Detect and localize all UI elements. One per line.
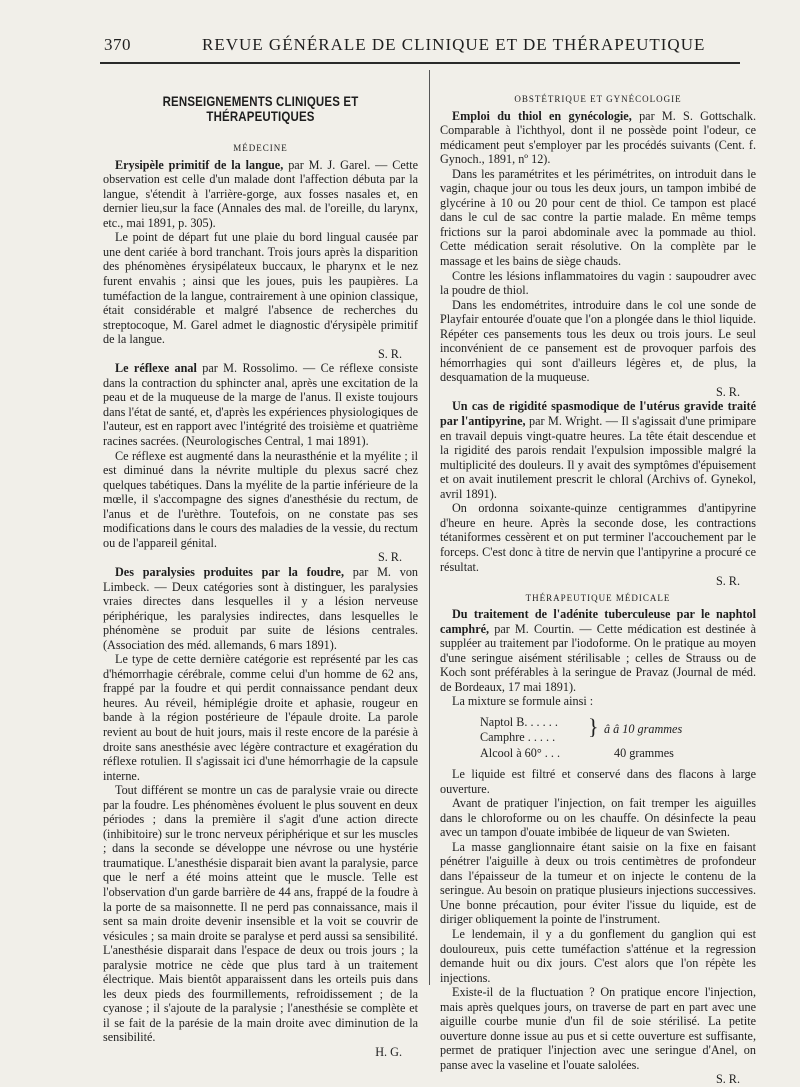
article-text: par M. Rossolimo. — Ce réflexe consiste dans la contraction du sphincter anal, après une excitation de la peau et de la muqueuse de la marge de l'anus. Il existe toujours dans l'état de santé, et, d'après les expériences physiologiques de l'auteur, est en rapport avec l'intégrité des troisième et quatrième racines sacrées. (Neurologisches Central, 1 mai 1891). xyxy=(103,361,418,449)
signature: S. R. xyxy=(715,384,740,399)
article-title: Des paralysies produites par la foudre, xyxy=(115,564,344,579)
left-column xyxy=(103,82,418,1060)
article-paralysies-foudre xyxy=(103,565,418,652)
article-text: par M. Courtin. — Cette médication est destinée à suppléer au traitement par l'iodoforme. On le pratique au moyen d'une seringue aisément stérilisable ; celles de Strauss ou de Koch sont préférables à la seringue de Pravaz (Journal de méd. de Bordeaux, 17 mai 1891). xyxy=(440,621,756,694)
article-erysipele xyxy=(103,158,418,231)
right-column xyxy=(440,90,756,1087)
article-rigidite-uterus xyxy=(440,399,756,501)
paragraph: Dans les endométrites, introduire dans le col une sonde de Playfair entourée d'ouate que l'on a plongée dans le thiol liquide. Répéter ces pansements tous les deux ou trois jours. Le seul inconvénient de ce pansement est de provoquer parfois des hémorrhagies qui sont d'ailleurs légères et, de plus, la desquamation de la muqueuse. xyxy=(440,297,756,385)
paragraph: La masse ganglionnaire étant saisie on la fixe en faisant pénétrer l'aiguille à deux ou trois centimètres de profondeur dans l'épaisseur de la tumeur et on injecte le contenu de la seringue. Au besoin on pratique plusieurs injections successives. Une bonne précaution, pour éviter l'issue du liquide, est de diriger obliquement la pointe de l'instrument. xyxy=(440,839,756,927)
article-title: Erysipèle primitif de la langue, xyxy=(115,157,284,172)
paragraph: Tout différent se montre un cas de paralysie vraie ou directe par la foudre. Les phénomènes évoluent le plus souvent en deux périodes ; dans la première il s'agit d'une action directe (inhibitoire) sur le tronc nerveux périphérique et sur les muscles ; dans la seconde se développe une névrose ou une hystérie traumatique. L'anesthésie disparait bien avant la paralysie, parce que le nerf a été moins atteint que le muscle. Telle est l'observation d'un garde barrière de 44 ans, frappé de la foudre à la porte de sa maisonnette. Il ne perd pas connaissance, mais il sent sa main droite devenir insensible et la voit se couvrir de vésicules ; sa main droite se paralyse et perd aussi sa sensibilité. L'anesthésie disparait dans l'espace de deux ou trois jours ; la paralysie motrice ne cède que plus tard à un traitement électrique. Mais bientôt apparaissent dans les orteils puis dans les deux pieds des fourmillements, refroidissement ; de la cyanose ; il s'ajoute de la paralysie ; l'anesthésie se complète et il se fait de la parésie de la main droite avec diminution de la sensibilité. xyxy=(103,783,418,1045)
paragraph: Le lendemain, il y a du gonflement du ganglion qui est douloureux, puis cette tuméfaction s'atténue et la regression demande huit ou dix jours. C'est alors que l'on répète les injections. xyxy=(440,926,756,985)
article-text: par M. Wright. — Il s'agissait d'une primipare en travail depuis vingt-quatre heures. La tête était descendue et la rigidité des parois rendait l'expulsion impossible malgré la multiplicité des douleurs. Il y avait des symptômes d'épuisement et on avait inutilement prescrit le chloral (Archivs of. Gynekol, avril 1891). xyxy=(440,414,757,501)
formula-line: Alcool à 60° . . . xyxy=(480,745,561,760)
paragraph: Le type de cette dernière catégorie est représenté par les cas d'hémorrhagie cérébrale, comme celui d'un homme de 62 ans, frappé par la foudre et qui perdit connaissance pendant deux heures. Au réveil, hémiplégie droite et aphasie, rougeur en bande à la région postérieure de l'épaule droite. La parole revient au bout de huit jours, mais il reste encore de la parésie à droite sans anesthésie avec légère contracture et exagération du réflexe rotulien. Il s'agissait ici d'une hémorrhagie de la capsule interne. xyxy=(103,652,418,783)
section-heading-medecine: MÉDECINE xyxy=(233,143,288,154)
article-text: par M. von Limbeck. — Deux catégories sont à distinguer, les paralysies vraies directes dans lesquelles il y a lésion nerveuse périphérique, les paralysies indirectes, dans lesquelles le phénomène se produit par suite de lésions centrales. (Association des méd. allemands, 6 mars 1891). xyxy=(103,564,419,652)
running-title: REVUE GÉNÉRALE DE CLINIQUE ET DE THÉRAPEUTIQUE xyxy=(202,35,706,54)
paragraph: Ce réflexe est augmenté dans la neurasthénie et la myélite ; il est diminué dans la névrite multiple du plexus sacré chez quelques tabétiques. Dans la myélite de la partie inférieure de la mœlle, il s'accompagne des signes d'anesthésie du rectum, de l'anus et de l'urèthre. Toutefois, on ne constate pas ses modifications dans le cours des maladies de la vessie, du rectum ou de l'appareil génital. xyxy=(103,448,418,550)
column-divider xyxy=(429,70,430,985)
signature: H. G. xyxy=(375,1045,402,1059)
paragraph: Le point de départ fut une plaie du bord lingual causée par une dent cariée à bord tranchant. Trois jours après la disparition des phénomènes érysipélateux buccaux, le pharynx et le nez furent envahis ; ainsi que les joues, puis les paupières. La tuméfaction de la langue, contrairement à une opinion classique, était considérable et malgré l'absence de recherches du streptocoque, M. Garel admet le diagnostic d'érysipèle primitif de la langue. xyxy=(103,230,418,347)
article-title: Le réflexe anal xyxy=(115,361,197,376)
formula-line: Camphre . . . . . xyxy=(480,729,556,744)
formula-dose: 40 grammes xyxy=(614,745,674,760)
signature: S. R. xyxy=(377,346,402,361)
article-title: Emploi du thiol en gynécologie, xyxy=(452,108,632,123)
paragraph: La mixture se formule ainsi : xyxy=(452,694,594,709)
article-text: par M. J. Garel. — Cette observation est celle d'un malade dont l'affection débuta par la langue, s'étendit à l'arrière-gorge, aux fosses nasales et, en dernier lieu,sur la face (Annales des mal. de l'oreille, du larynx, etc., mai 1891, p. 305). xyxy=(103,157,418,230)
article-title: Un cas de rigidité spasmodique de l'utérus gravide traité par l'antipyrine, xyxy=(440,399,756,429)
prescription-formula xyxy=(480,715,756,763)
formula-line: Naptol B. . . . . . xyxy=(480,714,558,729)
article-thiol xyxy=(440,109,756,167)
paragraph: Existe-il de la fluctuation ? On pratique encore l'injection, mais après quelques jours, on traverse de part en part avec une aiguille courbe munie d'un fil de soie stérilisé. La petite ouverture donne issue au pus et si cette ouverture est suffisante, permet de pratiquer l'injection avec une seringue d'Anel, on panse avec la vaseline et l'ouate salolées. xyxy=(440,985,756,1072)
header-rule xyxy=(100,62,740,64)
paragraph: Dans les paramétrites et les périmétrites, on introduit dans le vagin, chaque jour ou tous les deux jours, un tampon imbibé de glycérine à 10 ou 20 pour cent de thiol. Ce tampon est placé dans le cul de sac contre la partie malade. En même temps frictions sur la paroi abdominale avec la pommade au thiol. Cette médication serait résolutive. On la complète par le massage et les bains de siège chauds. xyxy=(440,166,756,269)
signature: S. R. xyxy=(377,550,402,565)
signature: S. R. xyxy=(715,574,740,589)
paragraph: Avant de pratiquer l'injection, on fait tremper les aiguilles dans le chloroforme ou on les chauffe. On désinfecte la peau avec un tampon d'ouate imbibée de liqueur de van Swieten. xyxy=(440,796,756,840)
page-number: 370 xyxy=(104,35,131,54)
article-adenite xyxy=(440,607,756,694)
article-reflexe-anal xyxy=(103,361,418,448)
section-heading-therapeutique: THÉRAPEUTIQUE MÉDICALE xyxy=(525,592,671,603)
signature: S. R. xyxy=(715,1072,740,1087)
paragraph: Le liquide est filtré et conservé dans des flacons à large ouverture. xyxy=(440,766,756,796)
formula-dose: â â 10 grammes xyxy=(604,721,683,736)
brace-symbol: } xyxy=(588,713,599,739)
article-text: par M. S. Gottschalk. Comparable à l'ichthyol, dont il ne possède point l'odeur, ce médicament peut s'employer par les procédés suivants (Cent. f. Gynoch., 1891, nº 12). xyxy=(440,108,757,167)
main-title: RENSEIGNEMENTS CLINIQUES ET THÉRAPEUTIQUES xyxy=(162,93,359,124)
article-title: Du traitement de l'adénite tuberculeuse par le naphtol camphré, xyxy=(440,607,756,636)
paragraph: On ordonna soixante-quinze centigrammes d'antipyrine d'heure en heure. Après la seconde dose, les contractions tétaniformes cessèrent et on put terminer l'accouchement par le forceps. C'est donc à titre de nervin que l'antipyrine a procuré ce résultat. xyxy=(440,501,756,574)
paragraph: Contre les lésions inflammatoires du vagin : saupoudrer avec la poudre de thiol. xyxy=(440,268,756,298)
section-heading-obstetrique: OBSTÉTRIQUE ET GYNÉCOLOGIE xyxy=(514,94,682,104)
